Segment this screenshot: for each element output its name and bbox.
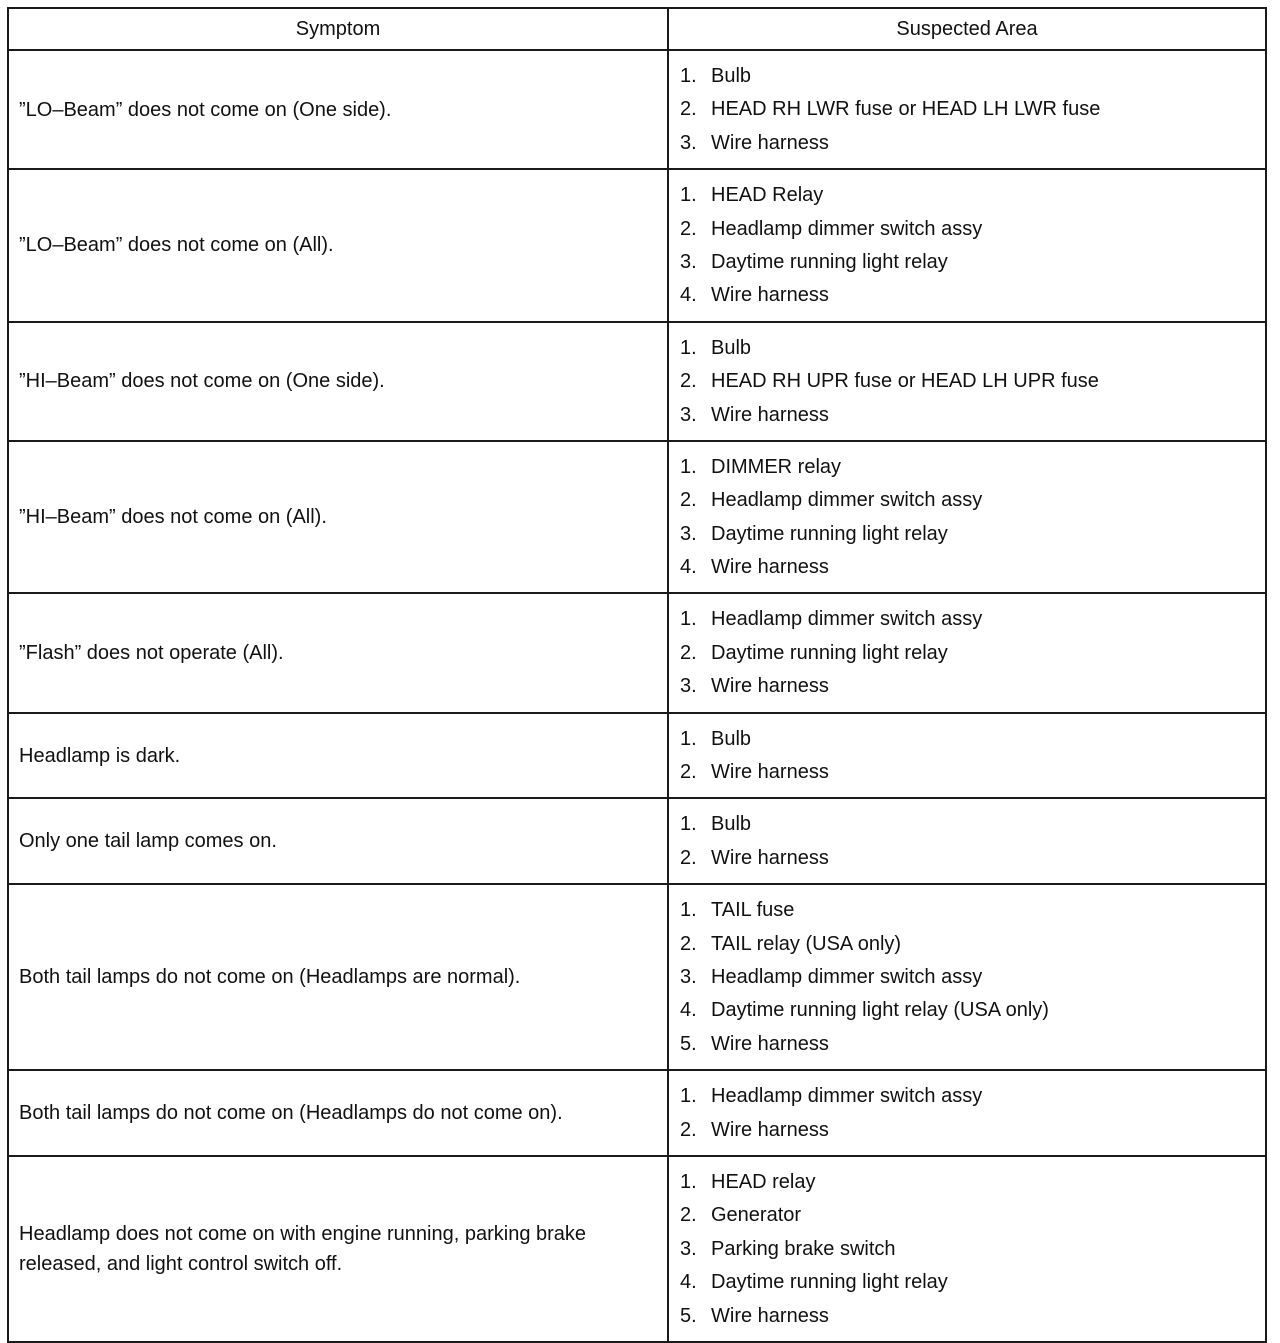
list-item (679, 603, 1255, 636)
item-text: Wire harness (711, 1118, 829, 1141)
symptom-cell: ”HI–Beam” does not come on (One side). (8, 322, 668, 441)
item-number: 2. (680, 932, 697, 955)
item-number: 5. (680, 1032, 697, 1055)
item-number: 3. (680, 522, 697, 545)
symptom-cell: Only one tail lamp comes on. (8, 798, 668, 884)
list-item (679, 894, 1255, 927)
list-item (679, 1199, 1255, 1232)
item-number: 1. (680, 813, 697, 836)
item-number: 2. (680, 846, 697, 869)
table-row (8, 798, 1266, 884)
list-item (679, 670, 1255, 703)
item-number: 3. (680, 1237, 697, 1260)
item-text: Daytime running light relay (USA only) (711, 999, 1049, 1022)
suspected-area-list (679, 60, 1255, 160)
suspected-area-cell (668, 1070, 1266, 1156)
item-text: HEAD RH LWR fuse or HEAD LH LWR fuse (711, 98, 1101, 121)
suspected-area-cell (668, 798, 1266, 884)
item-number: 4. (680, 1271, 697, 1294)
list-item (679, 60, 1255, 93)
item-text: Wire harness (711, 403, 829, 426)
item-text: HEAD relay (711, 1170, 816, 1193)
list-item (679, 93, 1255, 126)
table-row (8, 169, 1266, 322)
list-item (679, 518, 1255, 551)
table-row (8, 593, 1266, 712)
list-item (679, 551, 1255, 584)
suspected-area-cell (668, 713, 1266, 799)
table-row (8, 1156, 1266, 1342)
suspected-area-list (679, 332, 1255, 432)
list-item (679, 637, 1255, 670)
suspected-area-cell (668, 1156, 1266, 1342)
list-item (679, 279, 1255, 312)
item-text: Daytime running light relay (711, 522, 948, 545)
list-item (679, 127, 1255, 160)
item-number: 2. (680, 641, 697, 664)
item-text: Headlamp dimmer switch assy (711, 489, 983, 512)
suspected-area-list (679, 808, 1255, 875)
item-text: Bulb (711, 336, 752, 359)
item-text: TAIL relay (USA only) (711, 932, 902, 955)
symptom-cell: ”HI–Beam” does not come on (All). (8, 441, 668, 594)
table-row (8, 50, 1266, 169)
list-item (679, 1300, 1255, 1333)
symptom-cell: Headlamp does not come on with engine running, parking brake released, and light control switch off. (8, 1156, 668, 1342)
item-number: 4. (680, 556, 697, 579)
item-number: 3. (680, 131, 697, 154)
suspected-area-cell (668, 322, 1266, 441)
item-number: 5. (680, 1304, 697, 1327)
item-text: Wire harness (711, 1304, 829, 1327)
list-item (679, 842, 1255, 875)
suspected-area-list (679, 179, 1255, 313)
suspected-area-column-header: Suspected Area (668, 8, 1266, 50)
item-number: 2. (680, 217, 697, 240)
list-item (679, 756, 1255, 789)
item-text: TAIL fuse (711, 899, 795, 922)
item-text: Daytime running light relay (711, 641, 948, 664)
list-item (679, 246, 1255, 279)
table-row (8, 713, 1266, 799)
list-item (679, 808, 1255, 841)
suspected-area-list (679, 1080, 1255, 1147)
item-text: DIMMER relay (711, 455, 842, 478)
item-text: Wire harness (711, 1032, 829, 1055)
suspected-area-cell (668, 884, 1266, 1070)
item-number: 2. (680, 98, 697, 121)
item-text: Headlamp dimmer switch assy (711, 965, 983, 988)
list-item (679, 179, 1255, 212)
symptom-cell: Headlamp is dark. (8, 713, 668, 799)
item-number: 2. (680, 1118, 697, 1141)
item-number: 4. (680, 284, 697, 307)
item-text: Bulb (711, 65, 752, 87)
list-item (679, 1266, 1255, 1299)
item-text: Daytime running light relay (711, 250, 948, 273)
item-number: 2. (680, 1204, 697, 1227)
list-item (679, 451, 1255, 484)
item-number: 3. (680, 403, 697, 426)
symptom-cell: ”LO–Beam” does not come on (One side). (8, 50, 668, 169)
item-text: Wire harness (711, 675, 829, 698)
symptom-cell: ”Flash” does not operate (All). (8, 593, 668, 712)
item-number: 2. (680, 489, 697, 512)
item-number: 1. (680, 608, 697, 631)
symptom-cell: ”LO–Beam” does not come on (All). (8, 169, 668, 322)
list-item (679, 1080, 1255, 1113)
suspected-area-cell (668, 50, 1266, 169)
list-item (679, 1114, 1255, 1147)
item-text: Bulb (711, 813, 752, 836)
table-row (8, 1070, 1266, 1156)
list-item (679, 928, 1255, 961)
item-number: 3. (680, 965, 697, 988)
item-number: 1. (680, 899, 697, 922)
header-row (8, 8, 1266, 50)
list-item (679, 332, 1255, 365)
item-number: 1. (680, 184, 697, 207)
item-number: 4. (680, 999, 697, 1022)
suspected-area-list (679, 1166, 1255, 1333)
symptom-table (7, 7, 1267, 1343)
table-row (8, 884, 1266, 1070)
list-item (679, 961, 1255, 994)
item-text: Wire harness (711, 556, 829, 579)
list-item (679, 365, 1255, 398)
item-number: 1. (680, 1085, 697, 1108)
item-text: Daytime running light relay (711, 1271, 948, 1294)
table-row (8, 441, 1266, 594)
item-number: 1. (680, 65, 697, 87)
item-text: HEAD RH UPR fuse or HEAD LH UPR fuse (711, 370, 1099, 393)
table-row (8, 322, 1266, 441)
list-item (679, 994, 1255, 1027)
list-item (679, 399, 1255, 432)
suspected-area-cell (668, 593, 1266, 712)
item-text: Headlamp dimmer switch assy (711, 1085, 983, 1108)
item-text: Headlamp dimmer switch assy (711, 608, 983, 631)
item-text: Generator (711, 1204, 802, 1227)
suspected-area-list (679, 603, 1255, 703)
suspected-area-cell (668, 169, 1266, 322)
symptom-cell: Both tail lamps do not come on (Headlamps are normal). (8, 884, 668, 1070)
item-number: 1. (680, 1170, 697, 1193)
list-item (679, 484, 1255, 517)
suspected-area-list (679, 451, 1255, 585)
list-item (679, 213, 1255, 246)
symptom-column-header: Symptom (8, 8, 668, 50)
suspected-area-list (679, 894, 1255, 1061)
symptom-cell: Both tail lamps do not come on (Headlamps do not come on). (8, 1070, 668, 1156)
item-number: 1. (680, 455, 697, 478)
list-item (679, 1233, 1255, 1266)
suspected-area-list (679, 723, 1255, 790)
list-item (679, 1028, 1255, 1061)
suspected-area-cell (668, 441, 1266, 594)
item-text: Bulb (711, 727, 752, 750)
item-text: Headlamp dimmer switch assy (711, 217, 983, 240)
item-text: Wire harness (711, 284, 829, 307)
item-text: Wire harness (711, 846, 829, 869)
item-number: 3. (680, 250, 697, 273)
list-item (679, 723, 1255, 756)
item-number: 3. (680, 675, 697, 698)
list-item (679, 1166, 1255, 1199)
item-number: 1. (680, 336, 697, 359)
item-number: 2. (680, 370, 697, 393)
item-number: 1. (680, 727, 697, 750)
item-text: Wire harness (711, 131, 829, 154)
item-text: HEAD Relay (711, 184, 824, 207)
item-number: 2. (680, 761, 697, 784)
table-body (8, 50, 1266, 1342)
item-text: Parking brake switch (711, 1237, 896, 1260)
item-text: Wire harness (711, 761, 829, 784)
